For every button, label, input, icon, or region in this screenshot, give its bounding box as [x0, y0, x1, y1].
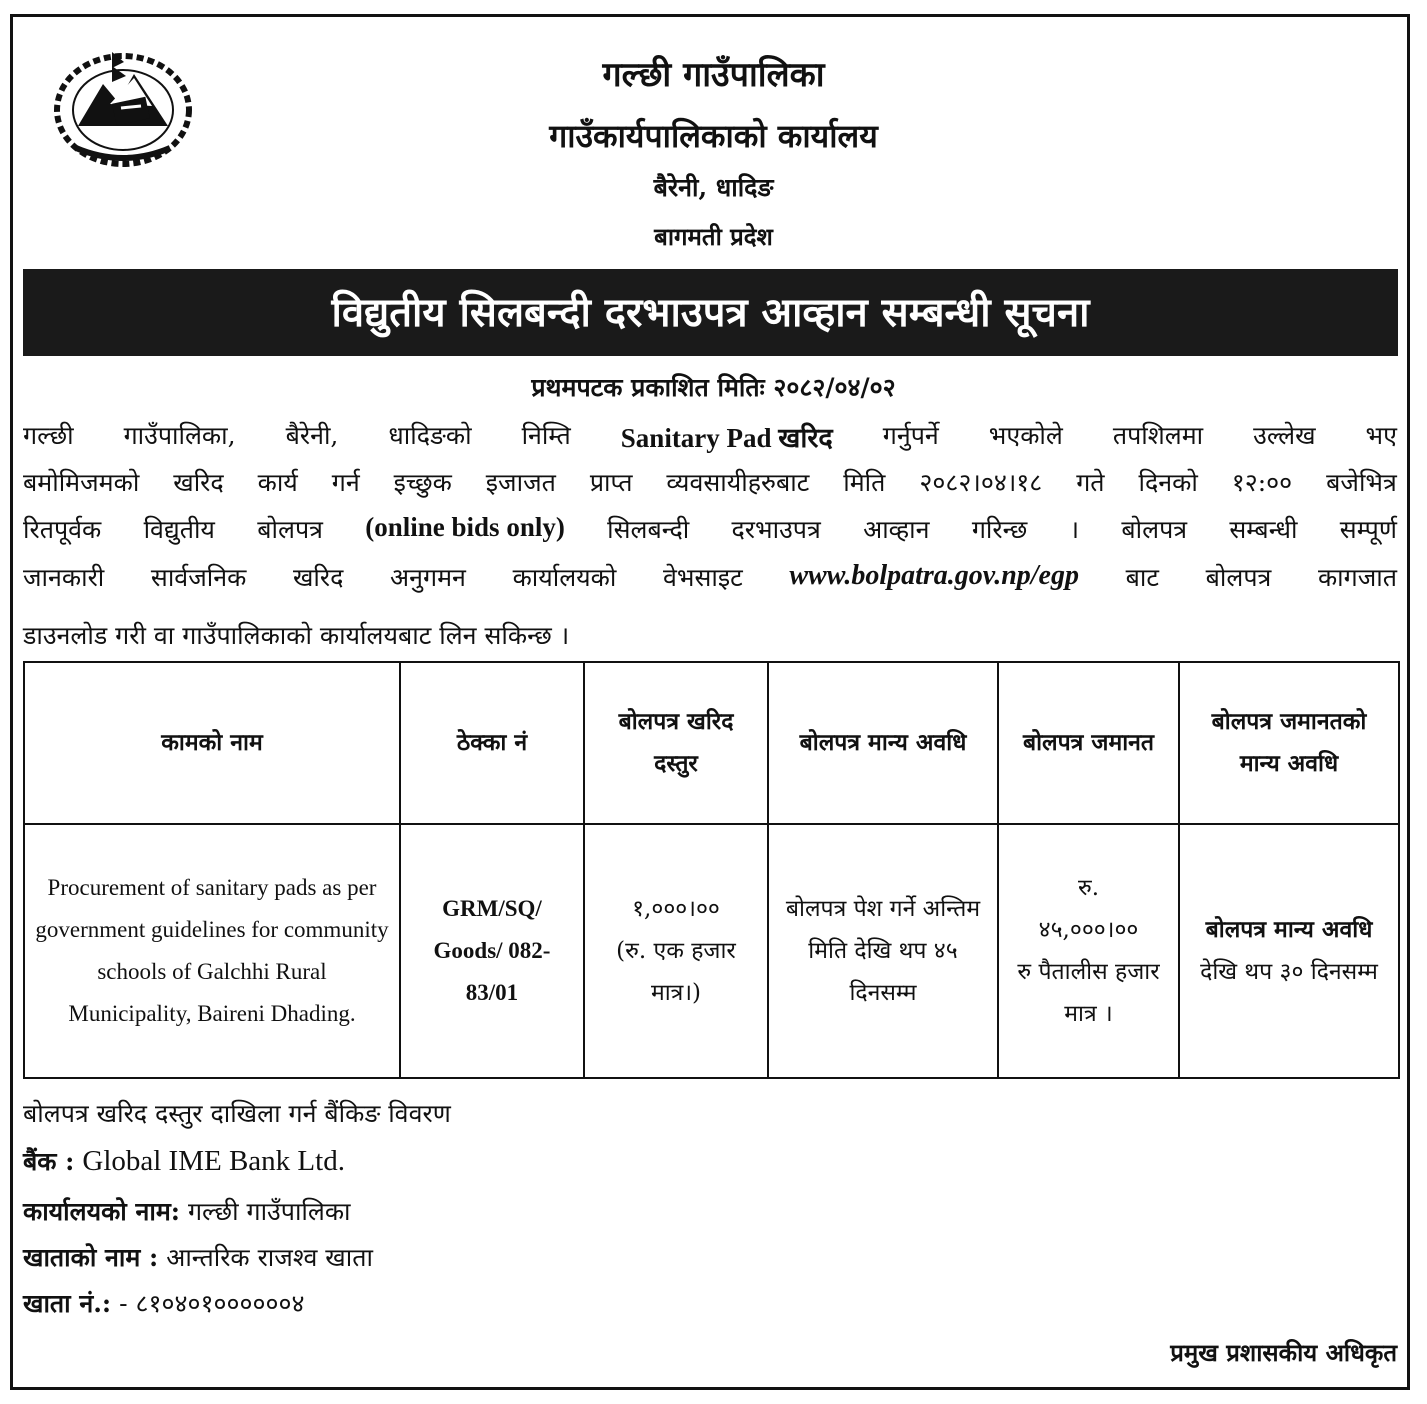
account-no-label: खाता नं.:: [23, 1289, 112, 1318]
publication-date: [0, 370, 1427, 404]
bid-deadline-date: २०८२।०४।१८: [919, 468, 1043, 497]
tender-table: [23, 661, 1400, 1079]
security-validity-rest: देखि थप ३० दिनसम्म: [1200, 959, 1378, 985]
table-header-row: [24, 662, 1399, 824]
bank-value: Global IME Bank Ltd.: [82, 1145, 345, 1177]
fee-in-words: (रु. एक हजार मात्र।): [616, 938, 736, 1006]
security-validity-bold: बोलपत्र मान्य अवधि: [1205, 916, 1373, 943]
cell-bid-validity: बोलपत्र पेश गर्ने अन्तिम मिति देखि थप ४५ दिनसम्म: [768, 824, 998, 1078]
office-name: गाउँकार्यपालिकाको कार्यालय: [549, 117, 878, 155]
security-amount: ४५,०००।००: [1038, 917, 1139, 943]
bank-row: [23, 1144, 345, 1178]
province-name: बागमती प्रदेश: [654, 222, 773, 251]
publication-label: प्रथमपटक प्रकाशित मितिः: [531, 373, 765, 402]
account-name-value: आन्तरिक राजश्व खाता: [166, 1243, 373, 1272]
office-name-row: [23, 1194, 351, 1228]
notice-line-2: बमोमिजमको खरिद कार्य गर्न इच्छुक इजाजत प्राप्त व्यवसायीहरुबाट मिति २०८२।०४।१८ गते दिनको १२:०० बजेभित्र: [23, 465, 1397, 499]
banking-title: बोलपत्र खरिद दस्तुर दाखिला गर्न बैंकिङ विवरण: [23, 1099, 451, 1128]
notice-line-3: रितपूर्वक विद्युतीय बोलपत्र (online bids only) सिलबन्दी दरभाउपत्र आव्हान गरिन्छ । बोलपत्र सम्बन्धी सम्पूर्ण: [23, 512, 1397, 544]
header-security-validity: बोलपत्र जमानतको मान्य अवधि: [1179, 662, 1399, 824]
account-name-label: खाताको नाम :: [23, 1243, 159, 1272]
notice-line-5: डाउनलोड गरी वा गाउँपालिकाको कार्यालयबाट लिन सकिन्छ ।: [23, 621, 570, 650]
notice-line-1: गल्छी गाउँपालिका, बैरेनी, धादिङको निम्ति Sanitary Pad खरिद गर्नुपर्ने भएकोले तपशिलमा उल्लेख भए: [23, 418, 1397, 455]
office-location: बैरेनी, धादिङ: [653, 173, 774, 202]
egp-website-link: www.bolpatra.gov.np/egp: [789, 560, 1079, 591]
office-name-label: कार्यालयको नाम:: [23, 1197, 181, 1226]
cell-bid-security: [998, 824, 1179, 1078]
header-work-name: कामको नाम: [24, 662, 400, 824]
bid-deadline-time: १२:००: [1231, 468, 1293, 497]
cell-purchase-fee: [584, 824, 768, 1078]
header-purchase-fee: बोलपत्र खरिद दस्तुर: [584, 662, 768, 824]
cell-contract-no: GRM/SQ/ Goods/ 082-83/01: [400, 824, 584, 1078]
account-no-value: - ८१०४०१००००००४: [119, 1289, 305, 1318]
item-sanitary-pad: Sanitary Pad खरिद: [620, 423, 833, 453]
office-name-value: गल्छी गाउँपालिका: [187, 1197, 351, 1226]
publication-date-value: २०८२/०४/०२: [773, 373, 896, 402]
header-bid-validity: बोलपत्र मान्य अवधि: [768, 662, 998, 824]
online-bids-only: (online bids only): [365, 512, 565, 542]
municipality-name: गल्छी गाउँपालिका: [602, 55, 825, 95]
cell-security-validity: [1179, 824, 1399, 1078]
notice-title-banner: विद्युतीय सिलबन्दी दरभाउपत्र आव्हान सम्बन्धी सूचना: [23, 269, 1398, 356]
security-in-words: रु पैतालीस हजार मात्र ।: [1017, 959, 1160, 1027]
account-name-row: [23, 1240, 373, 1274]
account-no-row: [23, 1286, 305, 1320]
cell-work-name: Procurement of sanitary pads as per government guidelines for community schools of Galchhi Rural Municipality, Baireni Dhading.: [24, 824, 400, 1078]
header-bid-security: बोलपत्र जमानत: [998, 662, 1179, 824]
signatory-title: प्रमुख प्रशासकीय अधिकृत: [1170, 1338, 1397, 1367]
table-row: [24, 824, 1399, 1078]
notice-line-4: जानकारी सार्वजनिक खरिद अनुगमन कार्यालयको वेभसाइट www.bolpatra.gov.np/egp बाट बोलपत्र कागजात: [23, 560, 1397, 592]
fee-amount: १,०००।००: [632, 896, 720, 922]
bank-label: बैंक :: [23, 1147, 75, 1176]
security-currency: रु.: [1077, 875, 1100, 901]
header-contract-no: ठेक्का नं: [400, 662, 584, 824]
